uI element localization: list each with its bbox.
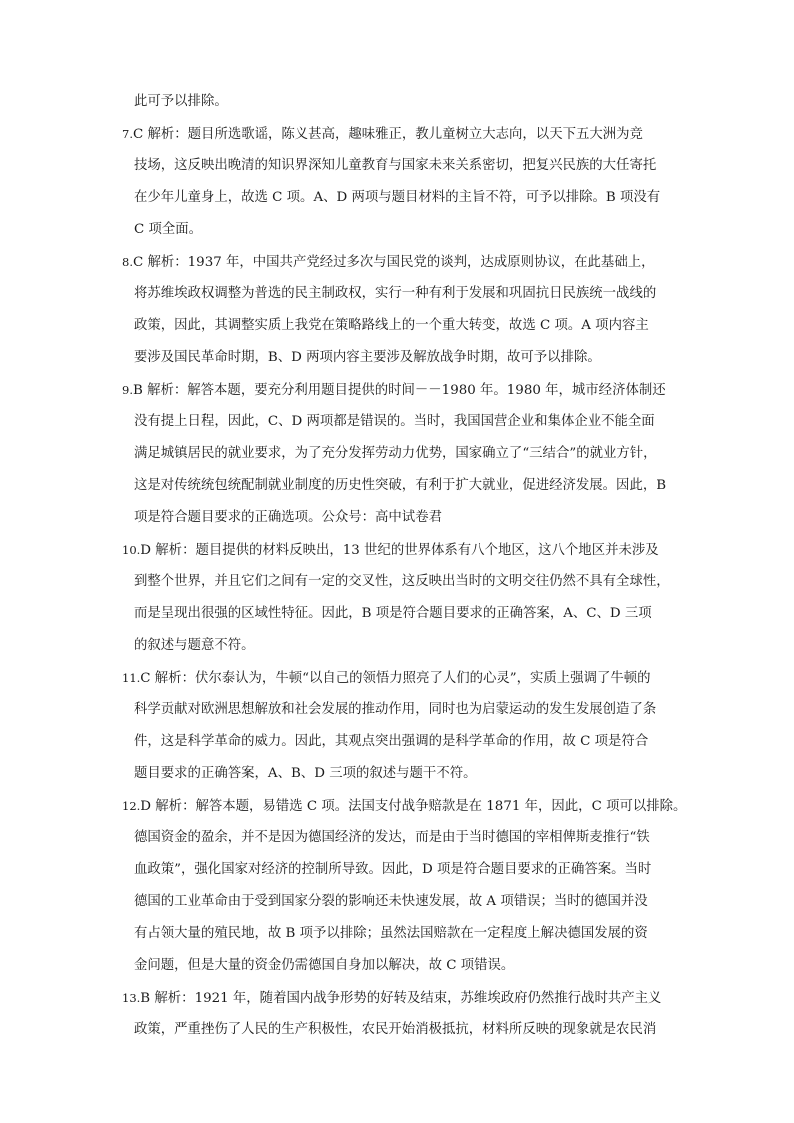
text-line: [134, 602, 694, 626]
line-text: 到整个世界，并且它们之间有一定的交叉性，这反映出当时的文明交往仍然不具有全球性，: [134, 574, 670, 589]
question-answer-line: [122, 122, 694, 146]
line-text: 将苏维埃政权调整为普选的民主制政权，实行一种有利于发展和巩固抗日民族统一战线的: [134, 286, 657, 301]
text-line: [134, 154, 694, 178]
text-line: [134, 890, 694, 914]
question-number: 7.: [122, 127, 133, 141]
line-text: 政策，严重挫伤了人民的生产积极性，农民开始消极抵抗，材料所反映的现象就是农民消: [134, 1022, 657, 1037]
text-line: [134, 186, 694, 210]
line-text: C 解析：1937 年，中国共产党经过多次与国民党的谈判，达成原则协议，在此基础上，: [132, 255, 655, 270]
text-line: [134, 954, 694, 978]
text-line: [134, 570, 694, 594]
text-line: [134, 218, 694, 242]
question-answer-line: [122, 378, 694, 402]
line-text: 满足城镇居民的就业要求，为了充分发挥劳动力优势，国家确立了“三结合”的就业方针，: [134, 446, 657, 461]
text-line: [134, 698, 694, 722]
question-number: 11.: [122, 671, 141, 685]
line-text: D 解析：题目提供的材料反映出，13 世纪的世界体系有八个地区，这八个地区并未涉及: [140, 543, 659, 558]
question-number: 9.: [122, 383, 133, 397]
line-text: 题目要求的正确答案，A、B、D 三项的叙述与题干不符。: [134, 766, 477, 781]
text-line: [134, 410, 694, 434]
text-line: [134, 762, 694, 786]
line-text: 德国资金的盈余，并不是因为德国经济的发达，而是由于当时德国的宰相俾斯麦推行“铁: [134, 830, 650, 845]
text-line: [134, 506, 694, 530]
line-text: C 解析：伏尔泰认为，牛顿“以自己的领悟力照亮了人们的心灵”，实质上强调了牛顿的: [140, 671, 651, 686]
line-text: 项是符合题目要求的正确选项。公众号：高中试卷君: [134, 510, 442, 525]
question-answer-line: [122, 250, 694, 274]
line-text: 金问题，但是大量的资金仍需德国自身加以解决，故 C 项错误。: [134, 958, 515, 973]
question-number: 10.: [122, 543, 141, 557]
text-line: [134, 826, 694, 850]
question-number: 8.: [122, 255, 133, 269]
text-line: [134, 1018, 694, 1042]
line-text: 件，这是科学革命的威力。因此，其观点突出强调的是科学革命的作用，故 C 项是符合: [134, 734, 649, 749]
question-number: 12.: [122, 799, 141, 813]
line-text: C 项全面。: [134, 222, 203, 237]
line-text: 这是对传统统包统配制就业制度的历史性突破，有利于扩大就业，促进经济发展。因此，B: [134, 478, 667, 493]
line-text: 德国的工业革命由于受到国家分裂的影响还未快速发展，故 A 项错误；当时的德国并没: [134, 894, 648, 909]
line-text: B 解析：1921 年，随着国内战争形势的好转及结束，苏维埃政府仍然推行战时共产主义: [140, 991, 662, 1006]
line-text: 要涉及国民革命时期，B、D 两项内容主要涉及解放战争时期，故可予以排除。: [134, 350, 601, 365]
line-text: 此可予以排除。: [134, 94, 228, 109]
line-text: 血政策”，强化国家对经济的控制所导致。因此，D 项是符合题目要求的正确答案。当时: [134, 862, 652, 877]
text-line: [134, 858, 694, 882]
text-line: [134, 474, 694, 498]
text-line: [134, 442, 694, 466]
line-text: 政策，因此，其调整实质上我党在策略路线上的一个重大转变，故选 C 项。A 项内容主: [134, 318, 649, 333]
question-number: 13.: [122, 991, 141, 1005]
question-answer-line: [122, 986, 694, 1010]
line-text: 的叙述与题意不符。: [134, 638, 255, 653]
text-line: [134, 730, 694, 754]
line-text: 技场，这反映出晚清的知识界深知儿童教育与国家未来关系密切，把复兴民族的大任寄托: [134, 158, 657, 173]
line-text: C 解析：题目所选歌谣，陈义甚高，趣味雅正，教儿童树立大志向，以天下五大洲为竞: [132, 127, 643, 142]
line-text: 在少年儿童身上，故选 C 项。A、D 两项与题目材料的主旨不符，可予以排除。B 项没有: [134, 190, 661, 205]
line-text: 而是呈现出很强的区域性特征。因此，B 项是符合题目要求的正确答案，A、C、D 三项: [134, 606, 652, 621]
text-line: [134, 346, 694, 370]
line-text: B 解析：解答本题，要充分利用题目提供的时间－－1980 年。1980 年，城市经济体制还: [132, 383, 666, 398]
line-text: 有占领大量的殖民地，故 B 项予以排除；虽然法国赔款在一定程度上解决德国发展的资: [134, 926, 648, 941]
question-answer-line: [122, 538, 694, 562]
text-line: [134, 922, 694, 946]
text-line: [134, 90, 694, 114]
line-text: 科学贡献对欧洲思想解放和社会发展的推动作用，同时也为启蒙运动的发生发展创造了条: [134, 702, 657, 717]
question-answer-line: [122, 666, 694, 690]
text-line: [134, 634, 694, 658]
text-line: [134, 314, 694, 338]
line-text: 没有提上日程，因此，C、D 两项都是错误的。当时，我国国营企业和集体企业不能全面: [134, 414, 655, 429]
line-text: D 解析：解答本题，易错选 C 项。法国支付战争赔款是在 1871 年，因此，C 项可以排除。: [140, 799, 687, 814]
question-answer-line: [122, 794, 694, 818]
text-line: [134, 282, 694, 306]
